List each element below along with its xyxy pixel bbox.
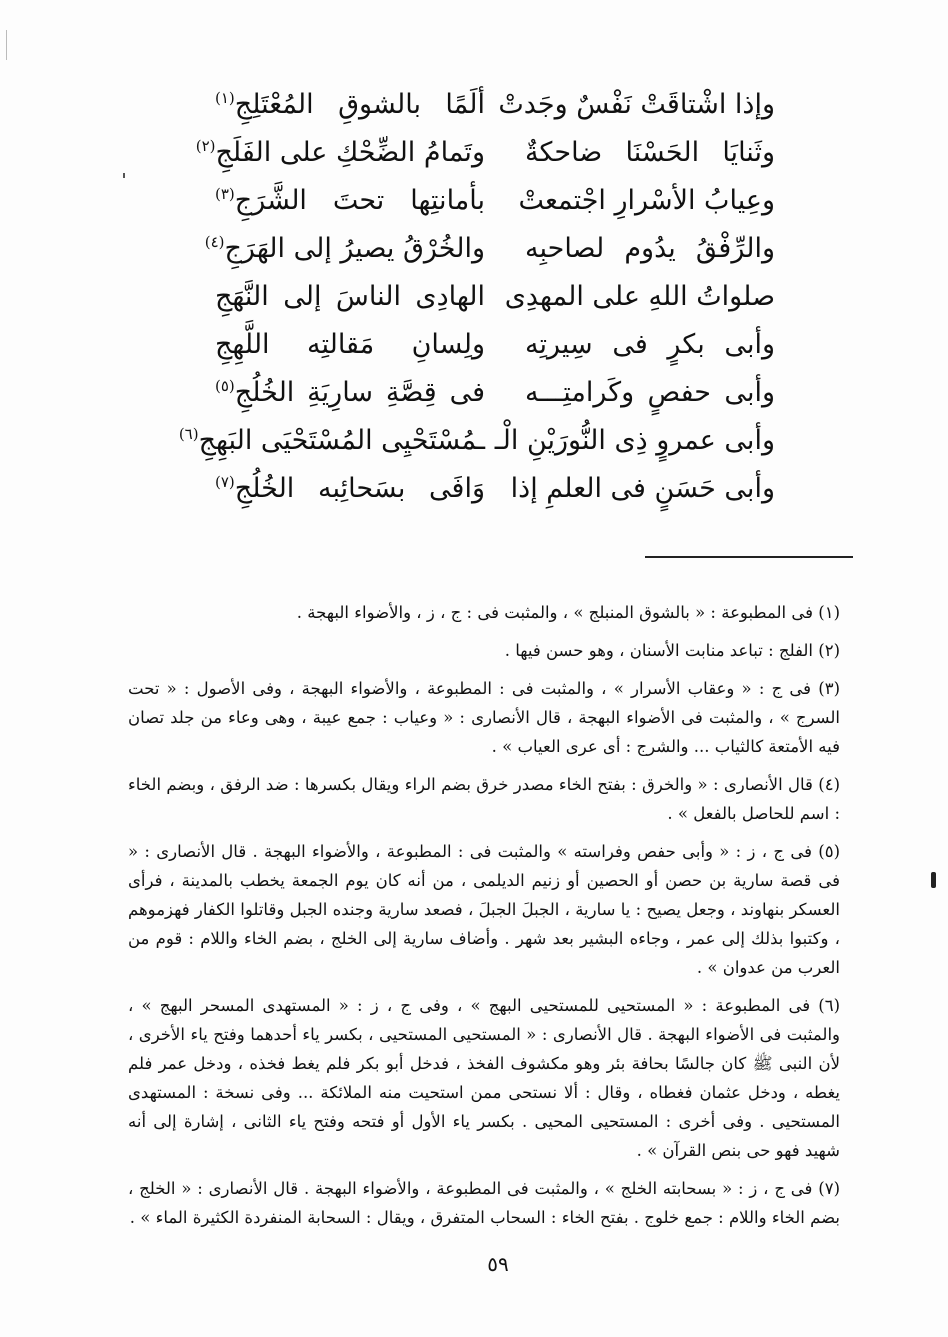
verse-line xyxy=(204,224,775,272)
footnote: (٣) فى ج : « وعقاب الأسرار » ، والمثبت فى : المطبوعة ، والأضواء البهجة ، وفى الأصول : « تحت السرج » ، والمثبت فى الأضواء البهجة ، قال الأنصارى : « وعياب : جمع عيبة ، وهى وعاء من جلد تصان فيه الأمتعة كالثياب ... والشرج : أى عرى العياب » . xyxy=(128,679,840,756)
scan-artifact xyxy=(123,173,125,178)
verse-line xyxy=(215,80,775,128)
footnotes-section xyxy=(128,598,840,1241)
verse-second-text: ألَمًا بالشوقِ المُعْتَلِجِ xyxy=(234,88,485,120)
verse-first-hemistich: وإذا اشْتاقَتْ نَفْسٌ وجَدتْ xyxy=(498,88,775,120)
verse-first-hemistich: وأبى عمروٍ ذِى النُّورَيْنِ الْـ xyxy=(494,424,775,456)
scan-artifact xyxy=(6,30,7,60)
footnote-reference[interactable]: (٧) xyxy=(215,472,235,491)
verse-first-hemistich: وأبى بكرٍ فى سِيرتِه xyxy=(525,328,775,360)
verse-second-hemistich xyxy=(215,473,485,504)
poem-verses xyxy=(178,80,775,512)
verse-second-hemistich xyxy=(215,377,485,408)
verse-first-hemistich: وثَنايَا الحَسْنَا ضاحكةٌ xyxy=(525,136,775,168)
verse-second-hemistich xyxy=(178,424,485,456)
verse-second-text: بأمانتِها تحتَ الشَّرَجِ xyxy=(234,184,485,216)
footnote-reference[interactable]: (٥) xyxy=(215,376,235,395)
verse-first-hemistich: صلواتُ اللهِ على المهدِى xyxy=(504,280,775,312)
verse-first-hemistich: وأبى حفصٍ وكَرامتِـــه xyxy=(525,376,775,408)
verse-line xyxy=(215,464,775,512)
verse-second-hemistich xyxy=(215,329,485,360)
footnote: (١) فى المطبوعة : « بالشوق المنبلج » ، والمثبت فى : ج ، ز ، والأضواء البهجة . xyxy=(296,603,840,622)
verse-second-hemistich xyxy=(195,136,485,168)
verse-second-text: ـمُسْتَحْيِى المُسْتَحْيَى البَهِجِ xyxy=(198,424,485,456)
verse-line xyxy=(195,128,775,176)
verse-second-hemistich xyxy=(215,89,485,120)
footnote: (٤) قال الأنصارى : « والخرق : بفتح الخاء مصدر خرق بضم الراء ويقال بكسرها : ضد الرفق ، وبضم الخاء : اسم للحاصل بالفعل » . xyxy=(128,775,840,823)
verse-second-hemistich xyxy=(204,232,485,264)
verse-line xyxy=(215,368,775,416)
verse-first-hemistich: والرِّفْقُ يدُوم لصاحبِه xyxy=(525,232,775,264)
verse-second-hemistich xyxy=(215,185,485,216)
footnote-reference[interactable]: (١) xyxy=(215,88,235,107)
footnote: (٢) الفلج : تباعد منابت الأسنان ، وهو حسن فيها . xyxy=(504,641,840,660)
verse-line xyxy=(215,320,775,368)
footnote-reference[interactable]: (٤) xyxy=(204,232,225,251)
verse-first-hemistich: وعِيابُ الأسْرارِ اجْتمعتْ xyxy=(518,184,775,216)
footnote-reference[interactable]: (٣) xyxy=(215,184,235,203)
verse-second-text: وتَمامُ الضِّحْكِ على الفَلَجِ xyxy=(215,136,485,168)
verse-line xyxy=(215,272,775,320)
verse-line xyxy=(215,176,775,224)
verse-line xyxy=(178,416,775,464)
verse-second-hemistich xyxy=(215,281,485,312)
verse-second-text: الهادِى الناسَ إلى النَّهَجِ xyxy=(215,280,485,312)
verse-first-hemistich: وأبى حَسَنٍ فى العلمِ إذا xyxy=(510,472,775,504)
footnote: (٧) فى ج ، ز : « بسحابته الخلج » ، والمثبت فى المطبوعة ، والأضواء البهجة . قال الأنصارى : « الخلج ، بضم الخاء واللام : جمع خلوج . بفتح الخاء : السحاب المتفرق ، ويقال : السحابة المنفردة الكثيرة الماء » . xyxy=(128,1179,840,1227)
verse-second-text: ولِسانِ مَقالتِه اللَّهِجِ xyxy=(215,328,485,360)
verse-second-text: والخُرْقُ يصيرُ إلى الهَرَجِ xyxy=(224,232,485,264)
page-number: ٥٩ xyxy=(487,1252,509,1276)
scan-artifact xyxy=(931,872,936,888)
footnote-divider xyxy=(645,556,853,558)
footnote: (٥) فى ج ، ز : « وأبى حفص وفراسته » والمثبت فى : المطبوعة ، والأضواء البهجة . قال الأنصارى : « فى قصة سارية بن حصن أو الحصين أو زنيم الديلمى ، من أنه كان يوم الجمعة يخطب بالمدينة ، فرأى العسكر بنهاوند ، وجعل يصيح : يا سارية ، الجبلَ الجبلَ ، فصعد سارية وجنده الجبل وقاتلوا الكفار فهزموهم ، وكتبوا بذلك إلى عمر ، وجاءه البشير بعد شهر . وأضاف سارية إلى الخلج ، بضم الخاء واللام : قوم من العرب من عدوان » . xyxy=(128,842,840,977)
verse-second-text: فى قِصَّةِ سارِيَةِ الخُلُجِ xyxy=(234,376,485,408)
footnote-reference[interactable]: (٢) xyxy=(195,136,216,155)
verse-second-text: وَافَى بسَحائِبه الخُلُجِ xyxy=(234,472,485,504)
footnote-reference[interactable]: (٦) xyxy=(178,424,199,443)
footnote: (٦) فى المطبوعة : « المستحيى للمستحيى البهج » ، وفى ج ، ز : « المستهدى المسحر البهج » ، والمثبت فى الأضواء البهجة . قال الأنصارى : « المستحيى المستحيى ، بكسر ياء أحدهما وفتح ياء الأخرى ، لأن النبى ﷺ كان جالسًا بحافة بئر وهو مكشوف الفخذ ، فدخل أبو بكر فلم يغط فخذه ، ودخل عمر فلم يغطه ، ودخل عثمان فغطاه ، وقال : ألا نستحى ممن استحيت منه الملائكة ... وفى نسخة : المستهدى المستحيى . وفى أخرى : المستحيى المحيى . بكسر ياء الأول أو فتحه وفتح ياء الثانى ، إشارة إلى أنه شهيد فهو حى بنص القرآن » . xyxy=(128,996,840,1160)
